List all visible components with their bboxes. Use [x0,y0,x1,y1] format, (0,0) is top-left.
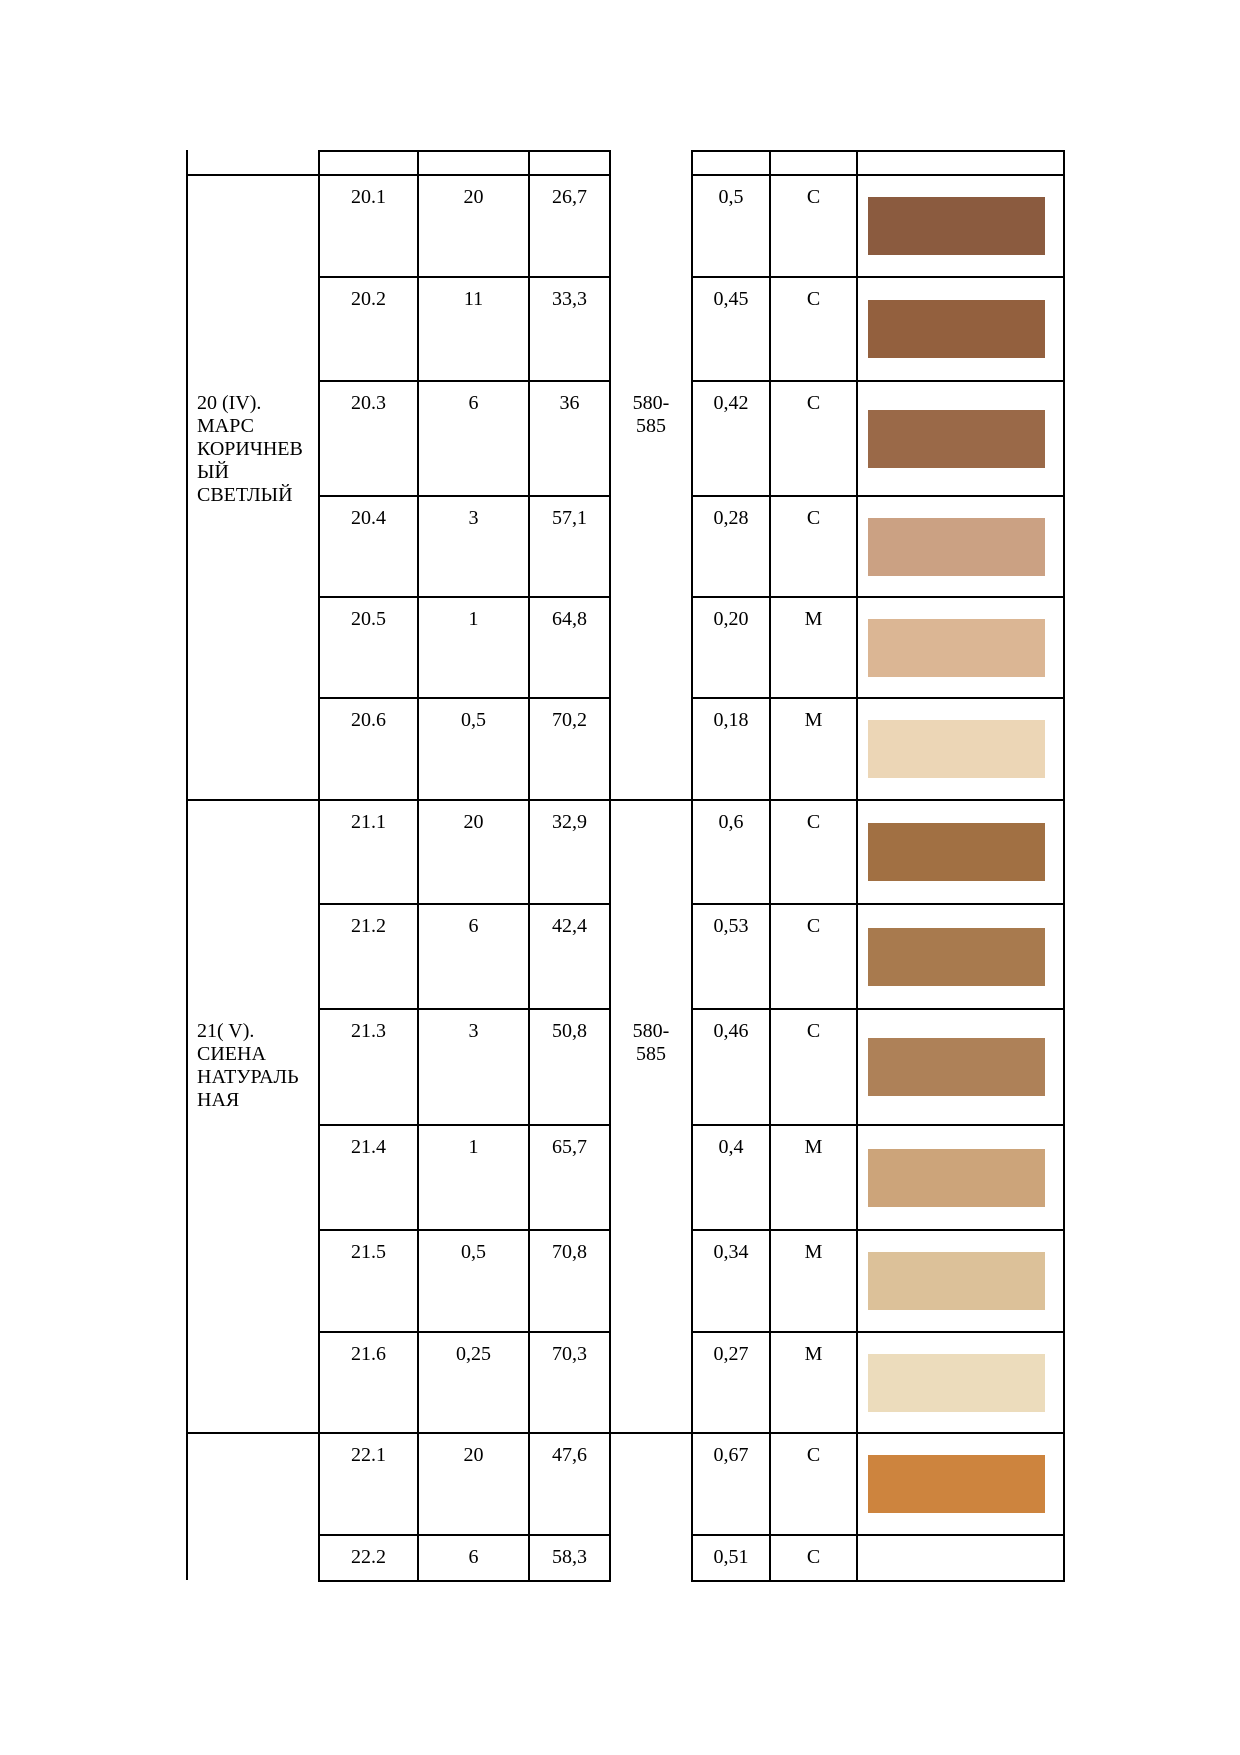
row-border [318,903,611,905]
row-border [691,1008,1065,1010]
value-cell: 0,5 [461,709,486,731]
group-border [186,799,318,801]
group-border [609,799,691,801]
row-border [691,1432,1065,1434]
value-cell: 0,5 [718,186,744,208]
row-border [691,1580,1065,1582]
value-cell: 0,45 [713,288,749,310]
row-border [318,1534,611,1536]
column-border [609,150,611,1582]
row-border [691,174,1065,176]
row-border [691,1124,1065,1126]
header-top-border [691,150,1065,152]
value-cell: 6 [468,1546,479,1568]
grade-cell: С [806,811,821,833]
grade-cell: С [806,507,821,529]
row-border [318,799,611,801]
color-swatch [868,1038,1045,1096]
value-cell: 64,8 [552,608,587,630]
sample-code-cell: 20.6 [351,709,386,731]
value-cell: 70,8 [552,1241,587,1263]
color-swatch [868,1252,1045,1310]
row-border [318,174,611,176]
sample-code-cell: 21.6 [351,1343,386,1365]
group-name-line: 20 (IV). [197,392,262,414]
value-cell: 65,7 [552,1136,587,1158]
color-swatch [868,518,1045,576]
row-border [691,596,1065,598]
column-border [318,150,320,1582]
value-cell: 6 [468,915,479,937]
value-cell: 0,67 [713,1444,749,1466]
value-cell: 0,6 [718,811,744,833]
row-border [318,1331,611,1333]
value-cell: 1 [468,608,479,630]
value-cell: 3 [468,1020,479,1042]
value-cell: 0,20 [713,608,749,630]
group-name-line: НАТУРАЛЬ [197,1066,299,1088]
group-border [186,1432,318,1434]
grade-cell: М [804,608,823,630]
sample-code-cell: 20.1 [351,186,386,208]
value-cell: 0,34 [713,1241,749,1263]
group-name-line: СВЕТЛЫЙ [197,484,293,506]
value-cell: 20 [463,186,484,208]
value-cell: 58,3 [552,1546,587,1568]
value-cell: 0,53 [713,915,749,937]
group-name-line: СИЕНА [197,1043,266,1065]
grade-cell: М [804,1343,823,1365]
value-cell: 20 [463,811,484,833]
grade-cell: С [806,915,821,937]
value-cell: 57,1 [552,507,587,529]
color-swatch [868,619,1045,677]
value-cell: 0,27 [713,1343,749,1365]
value-cell: 3 [468,507,479,529]
value-cell: 0,25 [456,1343,491,1365]
value-cell: 1 [468,1136,479,1158]
value-cell: 33,3 [552,288,587,310]
color-swatch [868,1455,1045,1513]
sample-code-cell: 20.4 [351,507,386,529]
sample-code-cell: 20.3 [351,392,386,414]
row-border [186,174,318,176]
color-swatch [868,823,1045,881]
row-border [691,697,1065,699]
value-cell: 11 [463,288,484,310]
header-top-border [318,150,611,152]
row-border [318,380,611,382]
sample-code-cell: 20.2 [351,288,386,310]
value-cell: 6 [468,392,479,414]
sample-code-cell: 21.2 [351,915,386,937]
sample-code-cell: 20.5 [351,608,386,630]
wavelength-cell: 580- [632,1020,670,1042]
sample-code-cell: 21.3 [351,1020,386,1042]
value-cell: 42,4 [552,915,587,937]
value-cell: 0,28 [713,507,749,529]
row-border [691,1229,1065,1231]
color-swatch [868,300,1045,358]
color-swatch [868,197,1045,255]
sample-code-cell: 21.4 [351,1136,386,1158]
grade-cell: С [806,1546,821,1568]
row-border [691,799,1065,801]
color-swatch [868,720,1045,778]
group-name-line: ЫЙ [197,461,229,483]
grade-cell: М [804,1241,823,1263]
value-cell: 47,6 [552,1444,587,1466]
grade-cell: М [804,1136,823,1158]
row-border [318,1580,611,1582]
grade-cell: С [806,1020,821,1042]
value-cell: 0,5 [461,1241,486,1263]
row-border [318,276,611,278]
value-cell: 32,9 [552,811,587,833]
row-border [318,596,611,598]
column-border [856,150,858,1582]
sample-code-cell: 21.5 [351,1241,386,1263]
color-swatch [868,1354,1045,1412]
column-border [528,150,530,1582]
color-swatch [868,928,1045,986]
column-border [769,150,771,1582]
group-name-line: МАРС [197,415,254,437]
color-swatch [868,410,1045,468]
row-border [691,1331,1065,1333]
value-cell: 0,46 [713,1020,749,1042]
grade-cell: С [806,392,821,414]
value-cell: 20 [463,1444,484,1466]
row-border [691,495,1065,497]
column-border [1063,150,1065,1582]
row-border [691,1534,1065,1536]
row-border [318,1229,611,1231]
row-border [691,276,1065,278]
row-border [318,495,611,497]
row-border [691,903,1065,905]
color-swatch [868,1149,1045,1207]
row-border [318,1008,611,1010]
value-cell: 26,7 [552,186,587,208]
group-name-line: 21( V). [197,1020,255,1042]
sample-code-cell: 22.2 [351,1546,386,1568]
group-name-line: НАЯ [197,1089,240,1111]
value-cell: 70,2 [552,709,587,731]
group-name-line: КОРИЧНЕВ [197,438,303,460]
wavelength-cell: 585 [636,415,666,437]
value-cell: 0,18 [713,709,749,731]
value-cell: 0,42 [713,392,749,414]
table-left-border [186,150,188,1580]
value-cell: 70,3 [552,1343,587,1365]
sample-code-cell: 22.1 [351,1444,386,1466]
grade-cell: С [806,1444,821,1466]
row-border [318,697,611,699]
group-border [609,1432,691,1434]
column-border [417,150,419,1582]
grade-cell: С [806,186,821,208]
value-cell: 0,4 [718,1136,744,1158]
column-border [691,150,693,1582]
grade-cell: М [804,709,823,731]
row-border [318,1124,611,1126]
value-cell: 36 [559,392,580,414]
value-cell: 50,8 [552,1020,587,1042]
row-border [318,1432,611,1434]
grade-cell: С [806,288,821,310]
wavelength-cell: 580- [632,392,670,414]
value-cell: 0,51 [713,1546,749,1568]
wavelength-cell: 585 [636,1043,666,1065]
row-border [691,380,1065,382]
sample-code-cell: 21.1 [351,811,386,833]
